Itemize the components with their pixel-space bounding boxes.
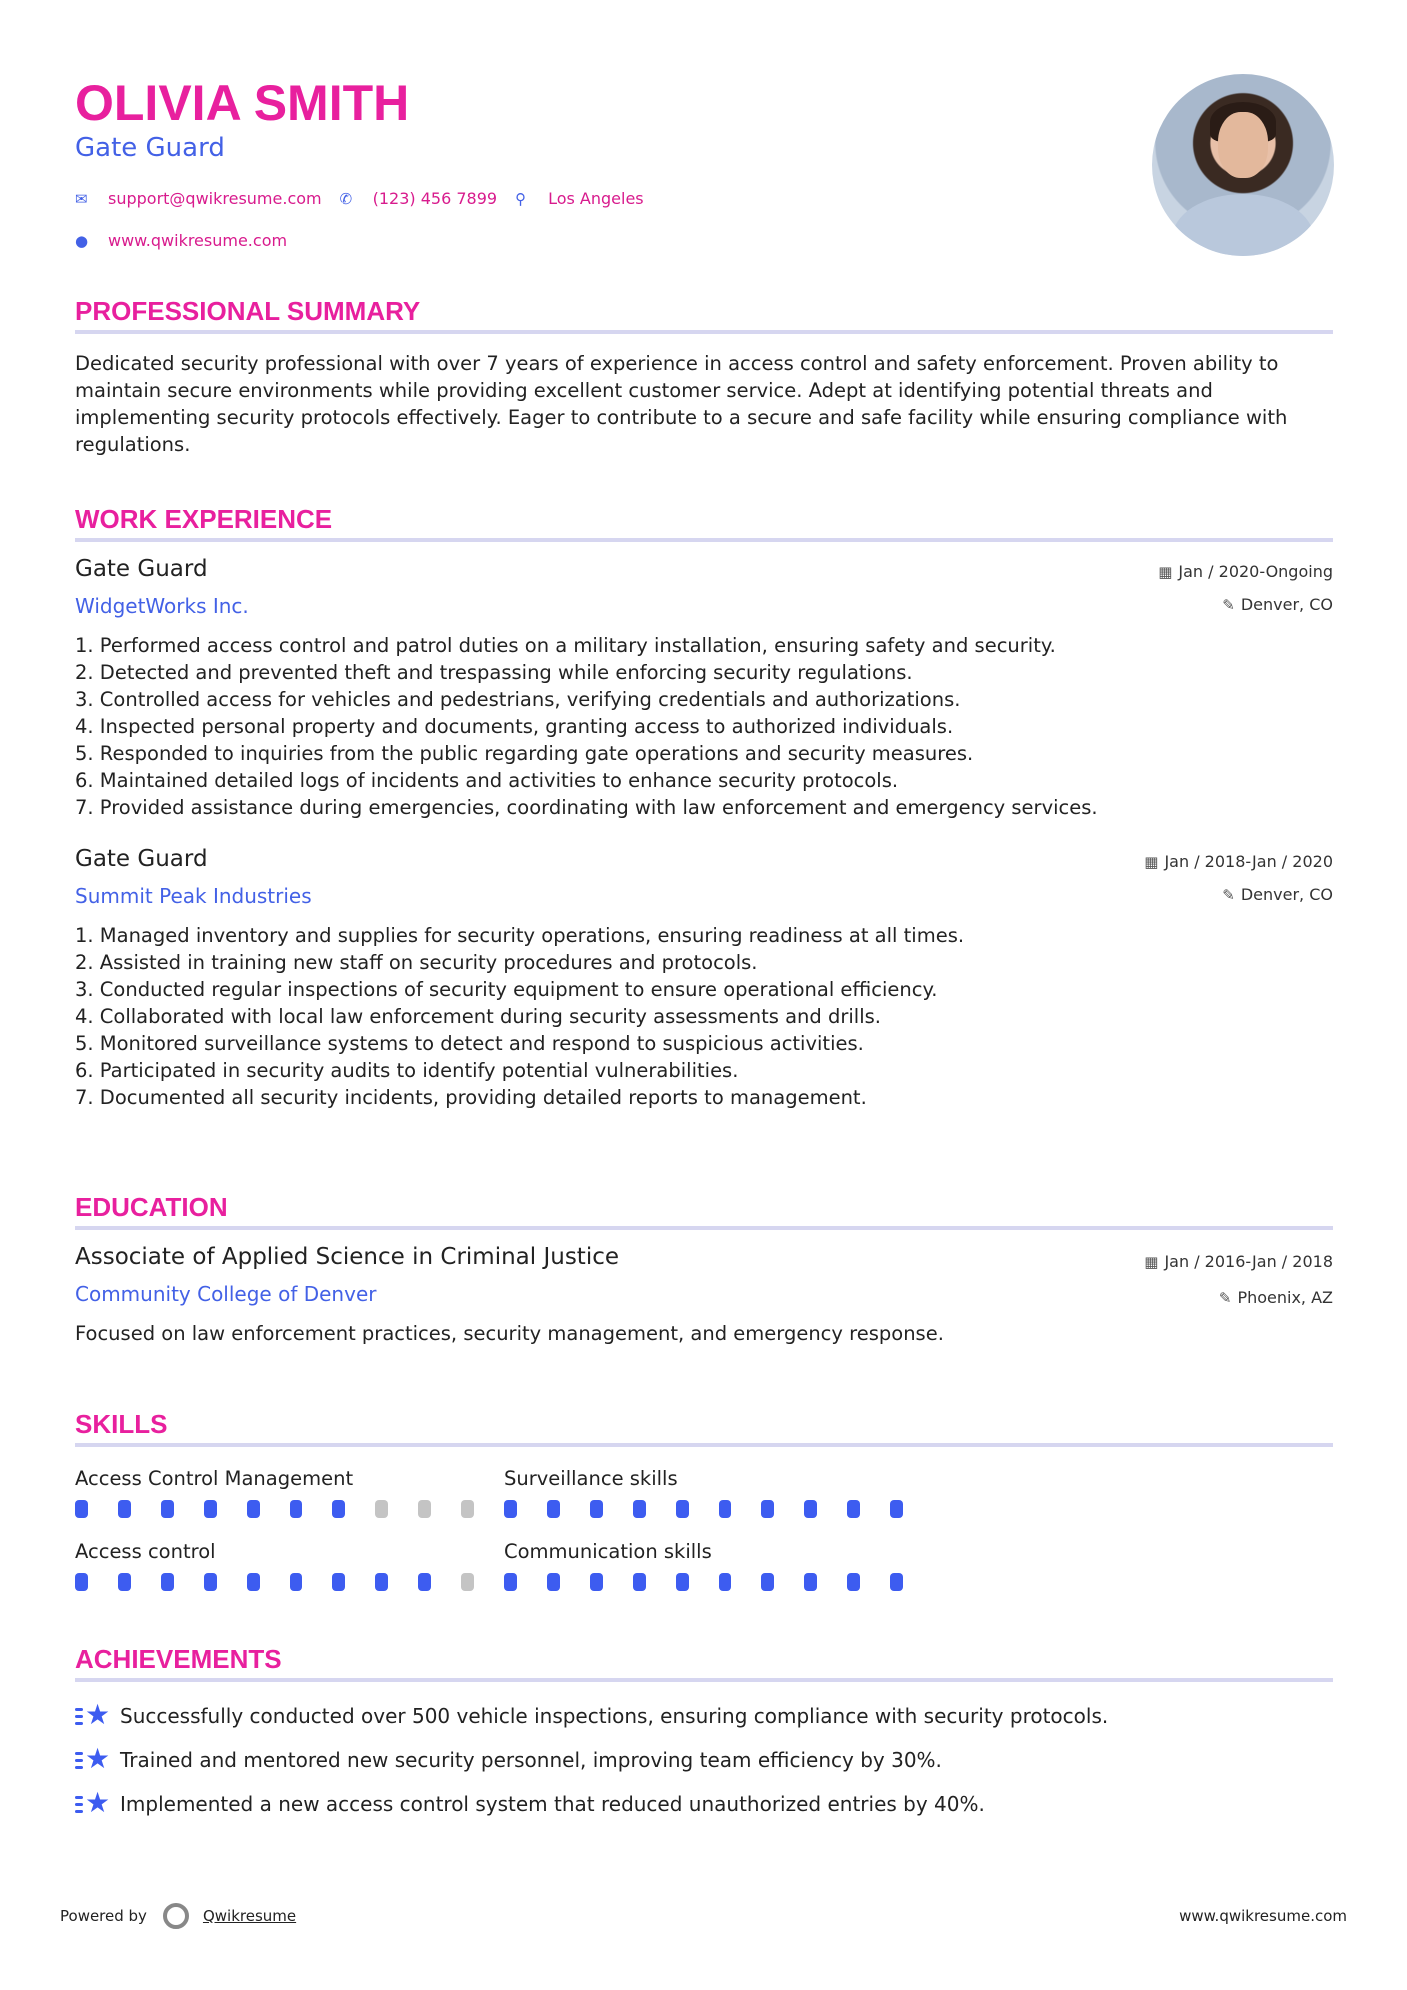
rating-dot: [75, 1573, 88, 1591]
skill-item: [504, 1467, 933, 1540]
divider: [75, 1678, 1333, 1682]
rating-dot: [633, 1500, 646, 1518]
education-description: Focused on law enforcement practices, security management, and emergency response.: [75, 1322, 944, 1345]
rating-dot: [719, 1500, 732, 1518]
rating-dot: [890, 1573, 903, 1591]
location: [1222, 595, 1333, 614]
rating-dot: [547, 1500, 560, 1518]
bullet-item: 6. Maintained detailed logs of incidents and activities to enhance security protocols.: [75, 769, 899, 792]
bullet-item: 3. Controlled access for vehicles and pedestrians, verifying credentials and authorizations.: [75, 688, 961, 711]
divider: [75, 1226, 1333, 1230]
rating-dot: [633, 1573, 646, 1591]
achievements-list: [75, 1694, 1333, 1826]
date-text: Jan / 2018-Jan / 2020: [1164, 852, 1333, 871]
bullet-item: 2. Detected and prevented theft and trespassing while enforcing security regulations.: [75, 661, 913, 684]
skill-name: Communication skills: [504, 1540, 712, 1563]
achievement-text: Implemented a new access control system that reduced unauthorized entries by 40%.: [120, 1792, 985, 1816]
achievement-item: [75, 1738, 1333, 1782]
bullet-item: 4. Collaborated with local law enforcement during security assessments and drills.: [75, 1005, 881, 1028]
company-name: WidgetWorks Inc.: [75, 594, 249, 618]
job-title: Gate Guard: [75, 846, 208, 872]
section-heading: SKILLS: [75, 1409, 168, 1439]
skill-name: Access Control Management: [75, 1467, 354, 1490]
section-heading: ACHIEVEMENTS: [75, 1644, 282, 1674]
rating-dot: [461, 1500, 474, 1518]
divider: [75, 1443, 1333, 1447]
skills-grid: [75, 1467, 1333, 1613]
rating-dot: [504, 1500, 517, 1518]
rating-dot: [204, 1500, 217, 1518]
globe-icon: ●: [75, 231, 89, 250]
achievements-section: [75, 1644, 1333, 1826]
skill-rating: [75, 1500, 504, 1518]
company-name: Summit Peak Industries: [75, 884, 312, 908]
bullet-item: 7. Documented all security incidents, providing detailed reports to management.: [75, 1086, 867, 1109]
section-heading: WORK EXPERIENCE: [75, 504, 333, 534]
job-title: Gate Guard: [75, 133, 225, 163]
rating-dot: [375, 1500, 388, 1518]
footer-website[interactable]: www.qwikresume.com: [1179, 1907, 1347, 1925]
skill-name: Access control: [75, 1540, 216, 1563]
bullet-item: 1. Managed inventory and supplies for security operations, ensuring readiness at all times.: [75, 924, 965, 947]
bullet-item: 5. Monitored surveillance systems to detect and respond to suspicious activities.: [75, 1032, 864, 1055]
phone-text: (123) 456 7899: [372, 189, 498, 208]
skill-item: [75, 1467, 504, 1540]
job-entry: [75, 846, 1333, 1111]
profile-photo: [1152, 74, 1334, 256]
email-icon: ✉: [75, 189, 88, 208]
rating-dot: [719, 1573, 732, 1591]
rating-dot: [676, 1500, 689, 1518]
degree: Associate of Applied Science in Criminal Justice: [75, 1244, 620, 1270]
date-range: [1144, 1252, 1333, 1271]
rating-dot: [161, 1500, 174, 1518]
email-link[interactable]: support@qwikresume.com: [108, 189, 322, 208]
rating-dot: [418, 1573, 431, 1591]
bullet-item: 6. Participated in security audits to identify potential vulnerabilities.: [75, 1059, 739, 1082]
qwikresume-logo-icon: [163, 1903, 189, 1929]
date-text: Jan / 2020-Ongoing: [1178, 562, 1333, 581]
location-text: Los Angeles: [548, 189, 644, 208]
rating-dot: [332, 1500, 345, 1518]
bullet-list: [75, 632, 1333, 821]
rating-dot: [504, 1573, 517, 1591]
work-section: [75, 504, 1333, 1111]
rating-dot: [590, 1500, 603, 1518]
rating-dot: [290, 1500, 303, 1518]
rating-dot: [847, 1500, 860, 1518]
date-range: [1158, 562, 1333, 581]
phone-icon: ✆: [339, 189, 353, 208]
skill-rating: [504, 1500, 933, 1518]
achievement-item: [75, 1782, 1333, 1826]
achievement-text: Trained and mentored new security personnel, improving team efficiency by 30%.: [120, 1748, 942, 1772]
education-entry: [75, 1244, 1333, 1347]
rating-dot: [290, 1573, 303, 1591]
section-heading: EDUCATION: [75, 1192, 228, 1222]
location-text: Denver, CO: [1240, 885, 1333, 904]
location: [1219, 1288, 1333, 1307]
rating-dot: [247, 1573, 260, 1591]
rating-dot: [461, 1573, 474, 1591]
rating-dot: [761, 1500, 774, 1518]
rating-dot: [847, 1573, 860, 1591]
skills-section: [75, 1409, 1333, 1613]
location-text: Phoenix, AZ: [1237, 1288, 1333, 1307]
star-icon: ★: [75, 1702, 120, 1730]
star-icon: ★: [75, 1790, 120, 1818]
rating-dot: [204, 1573, 217, 1591]
rating-dot: [890, 1500, 903, 1518]
location-text: Denver, CO: [1240, 595, 1333, 614]
rating-dot: [75, 1500, 88, 1518]
candidate-name: OLIVIA SMITH: [75, 75, 410, 131]
website-row: [75, 231, 305, 250]
bullet-item: 5. Responded to inquiries from the public regarding gate operations and security measures.: [75, 742, 974, 765]
bullet-item: 4. Inspected personal property and documents, granting access to authorized individuals.: [75, 715, 954, 738]
skill-item: [504, 1540, 933, 1613]
powered-by-label: Powered by: [60, 1907, 147, 1925]
rating-dot: [375, 1573, 388, 1591]
rating-dot: [676, 1573, 689, 1591]
rating-dot: [761, 1573, 774, 1591]
calendar-icon: ▦: [1144, 1253, 1159, 1271]
date-text: Jan / 2016-Jan / 2018: [1164, 1252, 1333, 1271]
calendar-icon: ▦: [1144, 853, 1159, 871]
rating-dot: [418, 1500, 431, 1518]
job-title: Gate Guard: [75, 556, 208, 582]
education-section: [75, 1192, 1333, 1347]
rating-dot: [118, 1573, 131, 1591]
pin-icon: ✎: [1222, 596, 1235, 614]
achievement-item: [75, 1694, 1333, 1738]
date-range: [1144, 852, 1333, 871]
rating-dot: [118, 1500, 131, 1518]
rating-dot: [161, 1573, 174, 1591]
summary-text: Dedicated security professional with over 7 years of experience in access control and safety enforcement. Proven ability to maintain secure environments while providing excellent customer service. Adept at identifying potential threats and implementing security protocols effectively. Eager to contribute to a secure and safe facility while ensuring compliance with regulations.: [75, 352, 1288, 456]
bullet-item: 1. Performed access control and patrol duties on a military installation, ensuring safety and security.: [75, 634, 1056, 657]
achievement-text: Successfully conducted over 500 vehicle inspections, ensuring compliance with security protocols.: [120, 1704, 1109, 1728]
rating-dot: [332, 1573, 345, 1591]
footer-powered: [60, 1903, 296, 1929]
skill-rating: [75, 1573, 504, 1591]
rating-dot: [804, 1500, 817, 1518]
divider: [75, 330, 1333, 334]
star-icon: ★: [75, 1746, 120, 1774]
calendar-icon: ▦: [1158, 563, 1173, 581]
summary-section: [75, 296, 1333, 458]
website-link[interactable]: www.qwikresume.com: [108, 231, 288, 250]
rating-dot: [247, 1500, 260, 1518]
skill-rating: [504, 1573, 933, 1591]
rating-dot: [804, 1573, 817, 1591]
job-entry: [75, 556, 1333, 821]
section-heading: PROFESSIONAL SUMMARY: [75, 296, 421, 326]
divider: [75, 538, 1333, 542]
school: Community College of Denver: [75, 1282, 377, 1306]
contact-row: [75, 189, 662, 208]
rating-dot: [547, 1573, 560, 1591]
pin-icon: ✎: [1218, 1289, 1232, 1307]
pin-icon: ✎: [1222, 886, 1235, 904]
skill-name: Surveillance skills: [504, 1467, 678, 1490]
location-pin-icon: ⚲: [515, 189, 527, 208]
bullet-item: 7. Provided assistance during emergencies, coordinating with law enforcement and emergency services.: [75, 796, 1098, 819]
skill-item: [75, 1540, 504, 1613]
location: [1222, 885, 1333, 904]
rating-dot: [590, 1573, 603, 1591]
bullet-item: 3. Conducted regular inspections of security equipment to ensure operational efficiency.: [75, 978, 938, 1001]
bullet-item: 2. Assisted in training new staff on security procedures and protocols.: [75, 951, 758, 974]
bullet-list: [75, 922, 1333, 1111]
qwikresume-link[interactable]: Qwikresume: [202, 1907, 297, 1925]
